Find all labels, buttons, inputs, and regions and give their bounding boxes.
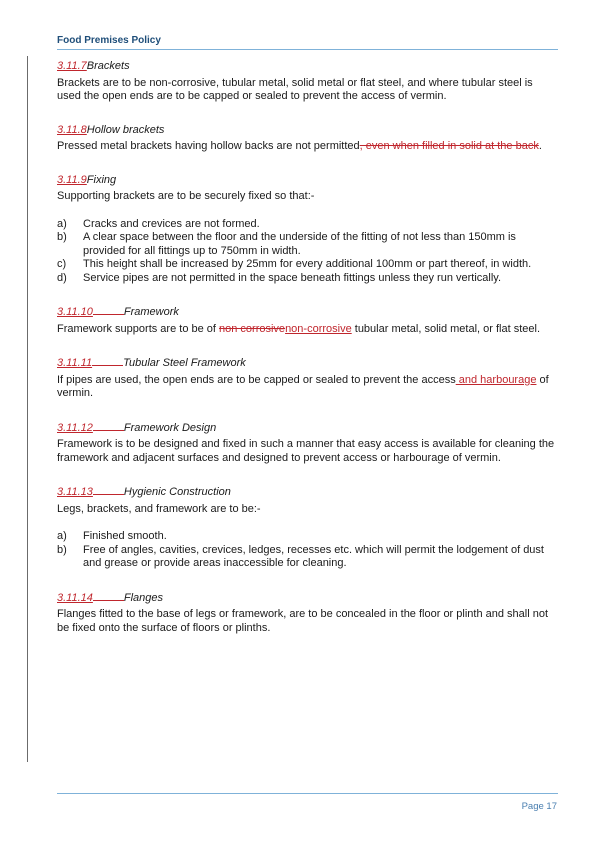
section-heading: [57, 305, 557, 320]
list-item: [57, 544, 557, 571]
list-marker: b): [57, 231, 67, 243]
section-intro: Legs, brackets, and framework are to be:-: [57, 502, 261, 515]
inserted-text: and harbourage: [455, 373, 537, 386]
tab-gap: [93, 305, 124, 315]
list-item-text: Finished smooth.: [83, 530, 167, 542]
section-heading: [57, 124, 557, 138]
section-number: 3.11.7: [57, 60, 87, 72]
list-marker: b): [57, 543, 67, 556]
section-number: 3.11.14: [57, 591, 93, 604]
list-item: [57, 530, 557, 544]
footer-rule: [57, 793, 558, 794]
list-item: [57, 218, 557, 232]
section-title: Brackets: [86, 60, 130, 72]
section-body: Framework is to be designed and fixed in such a manner that easy access is available for cleaning the framework and adjacent surfaces and designed to prevent access or harbourage of vermin.: [57, 438, 555, 464]
section-title: Framework Design: [123, 421, 217, 434]
section-number: 3.11.8: [57, 123, 87, 136]
section-number: 3.11.12: [57, 421, 93, 434]
body-text: If pipes are used, the open ends are to be capped or sealed to prevent the access: [57, 373, 456, 386]
section-number: 3.11.10: [57, 306, 93, 318]
section-heading: [57, 174, 557, 188]
tab-gap: [93, 591, 124, 601]
body-text: tubular metal, solid metal, or flat steel.: [351, 322, 541, 335]
section-body: [57, 140, 557, 154]
policy-content: [57, 60, 557, 655]
revision-change-bar: [27, 56, 28, 762]
section-intro: Supporting brackets are to be securely fixed so that:-: [57, 190, 315, 202]
section-title: Flanges: [123, 591, 164, 604]
requirements-list: [57, 218, 557, 286]
section-heading: [57, 60, 557, 74]
list-item-text: Cracks and crevices are not formed.: [83, 217, 260, 230]
section-heading: [57, 421, 557, 436]
section-heading: [57, 485, 557, 500]
list-item: [57, 258, 557, 272]
section-body: Flanges fitted to the base of legs or framework, are to be concealed in the floor or plinth and shall not be fixed onto the surface of floors or plinths.: [57, 608, 549, 634]
section-number: 3.11.9: [57, 173, 87, 186]
tab-gap: [93, 485, 124, 495]
list-item-text: Service pipes are not permitted in the space beneath fittings unless they run vertically.: [83, 271, 502, 284]
page-number: Page 17: [521, 801, 557, 812]
list-marker: c): [57, 258, 67, 270]
section-heading: [57, 591, 557, 606]
header-title: Food Premises Policy: [57, 35, 161, 46]
requirements-list: [57, 530, 557, 571]
section-heading: [57, 356, 557, 371]
section-number: 3.11.11: [57, 357, 93, 369]
section-body: [57, 374, 557, 401]
deleted-text: , even when filled in solid at the back: [359, 140, 539, 152]
tab-gap: [92, 356, 123, 366]
list-item-text: This height shall be increased by 25mm for every additional 100mm or part thereof, in width.: [83, 258, 532, 270]
body-text: Framework supports are to be of: [57, 322, 220, 335]
body-text: .: [538, 140, 542, 152]
section-title: Tubular Steel Framework: [123, 357, 246, 369]
list-marker: a): [57, 530, 67, 542]
tab-gap: [93, 421, 124, 431]
header-rule: [57, 49, 558, 50]
list-item-text: A clear space between the floor and the underside of the fitting of not less than 150mm is provided for all fittings up to 750mm in width.: [83, 231, 516, 257]
list-item: [57, 231, 557, 258]
list-marker: d): [57, 271, 67, 284]
section-title: Fixing: [86, 173, 117, 186]
inserted-text: non-corrosive: [285, 322, 352, 335]
body-text: of vermin.: [57, 373, 549, 399]
section-title: Hollow brackets: [86, 123, 165, 136]
body-text: Pressed metal brackets having hollow backs are not permitted: [57, 140, 360, 152]
section-number: 3.11.13: [57, 486, 93, 498]
list-marker: a): [57, 217, 67, 230]
section-body: Brackets are to be non-corrosive, tubular metal, solid metal or flat steel, and where tubular steel is used the open ends are to be capped or sealed to prevent the access of vermin.: [57, 76, 533, 102]
section-title: Framework: [123, 306, 179, 318]
list-item-text: Free of angles, cavities, crevices, ledges, recesses etc. which will permit the lodgement of dust and grease or provide areas inaccessible for cleaning.: [83, 543, 544, 569]
section-title: Hygienic Construction: [123, 486, 231, 498]
deleted-text: non corrosive: [219, 322, 286, 335]
section-body: [57, 323, 557, 337]
list-item: [57, 272, 557, 286]
